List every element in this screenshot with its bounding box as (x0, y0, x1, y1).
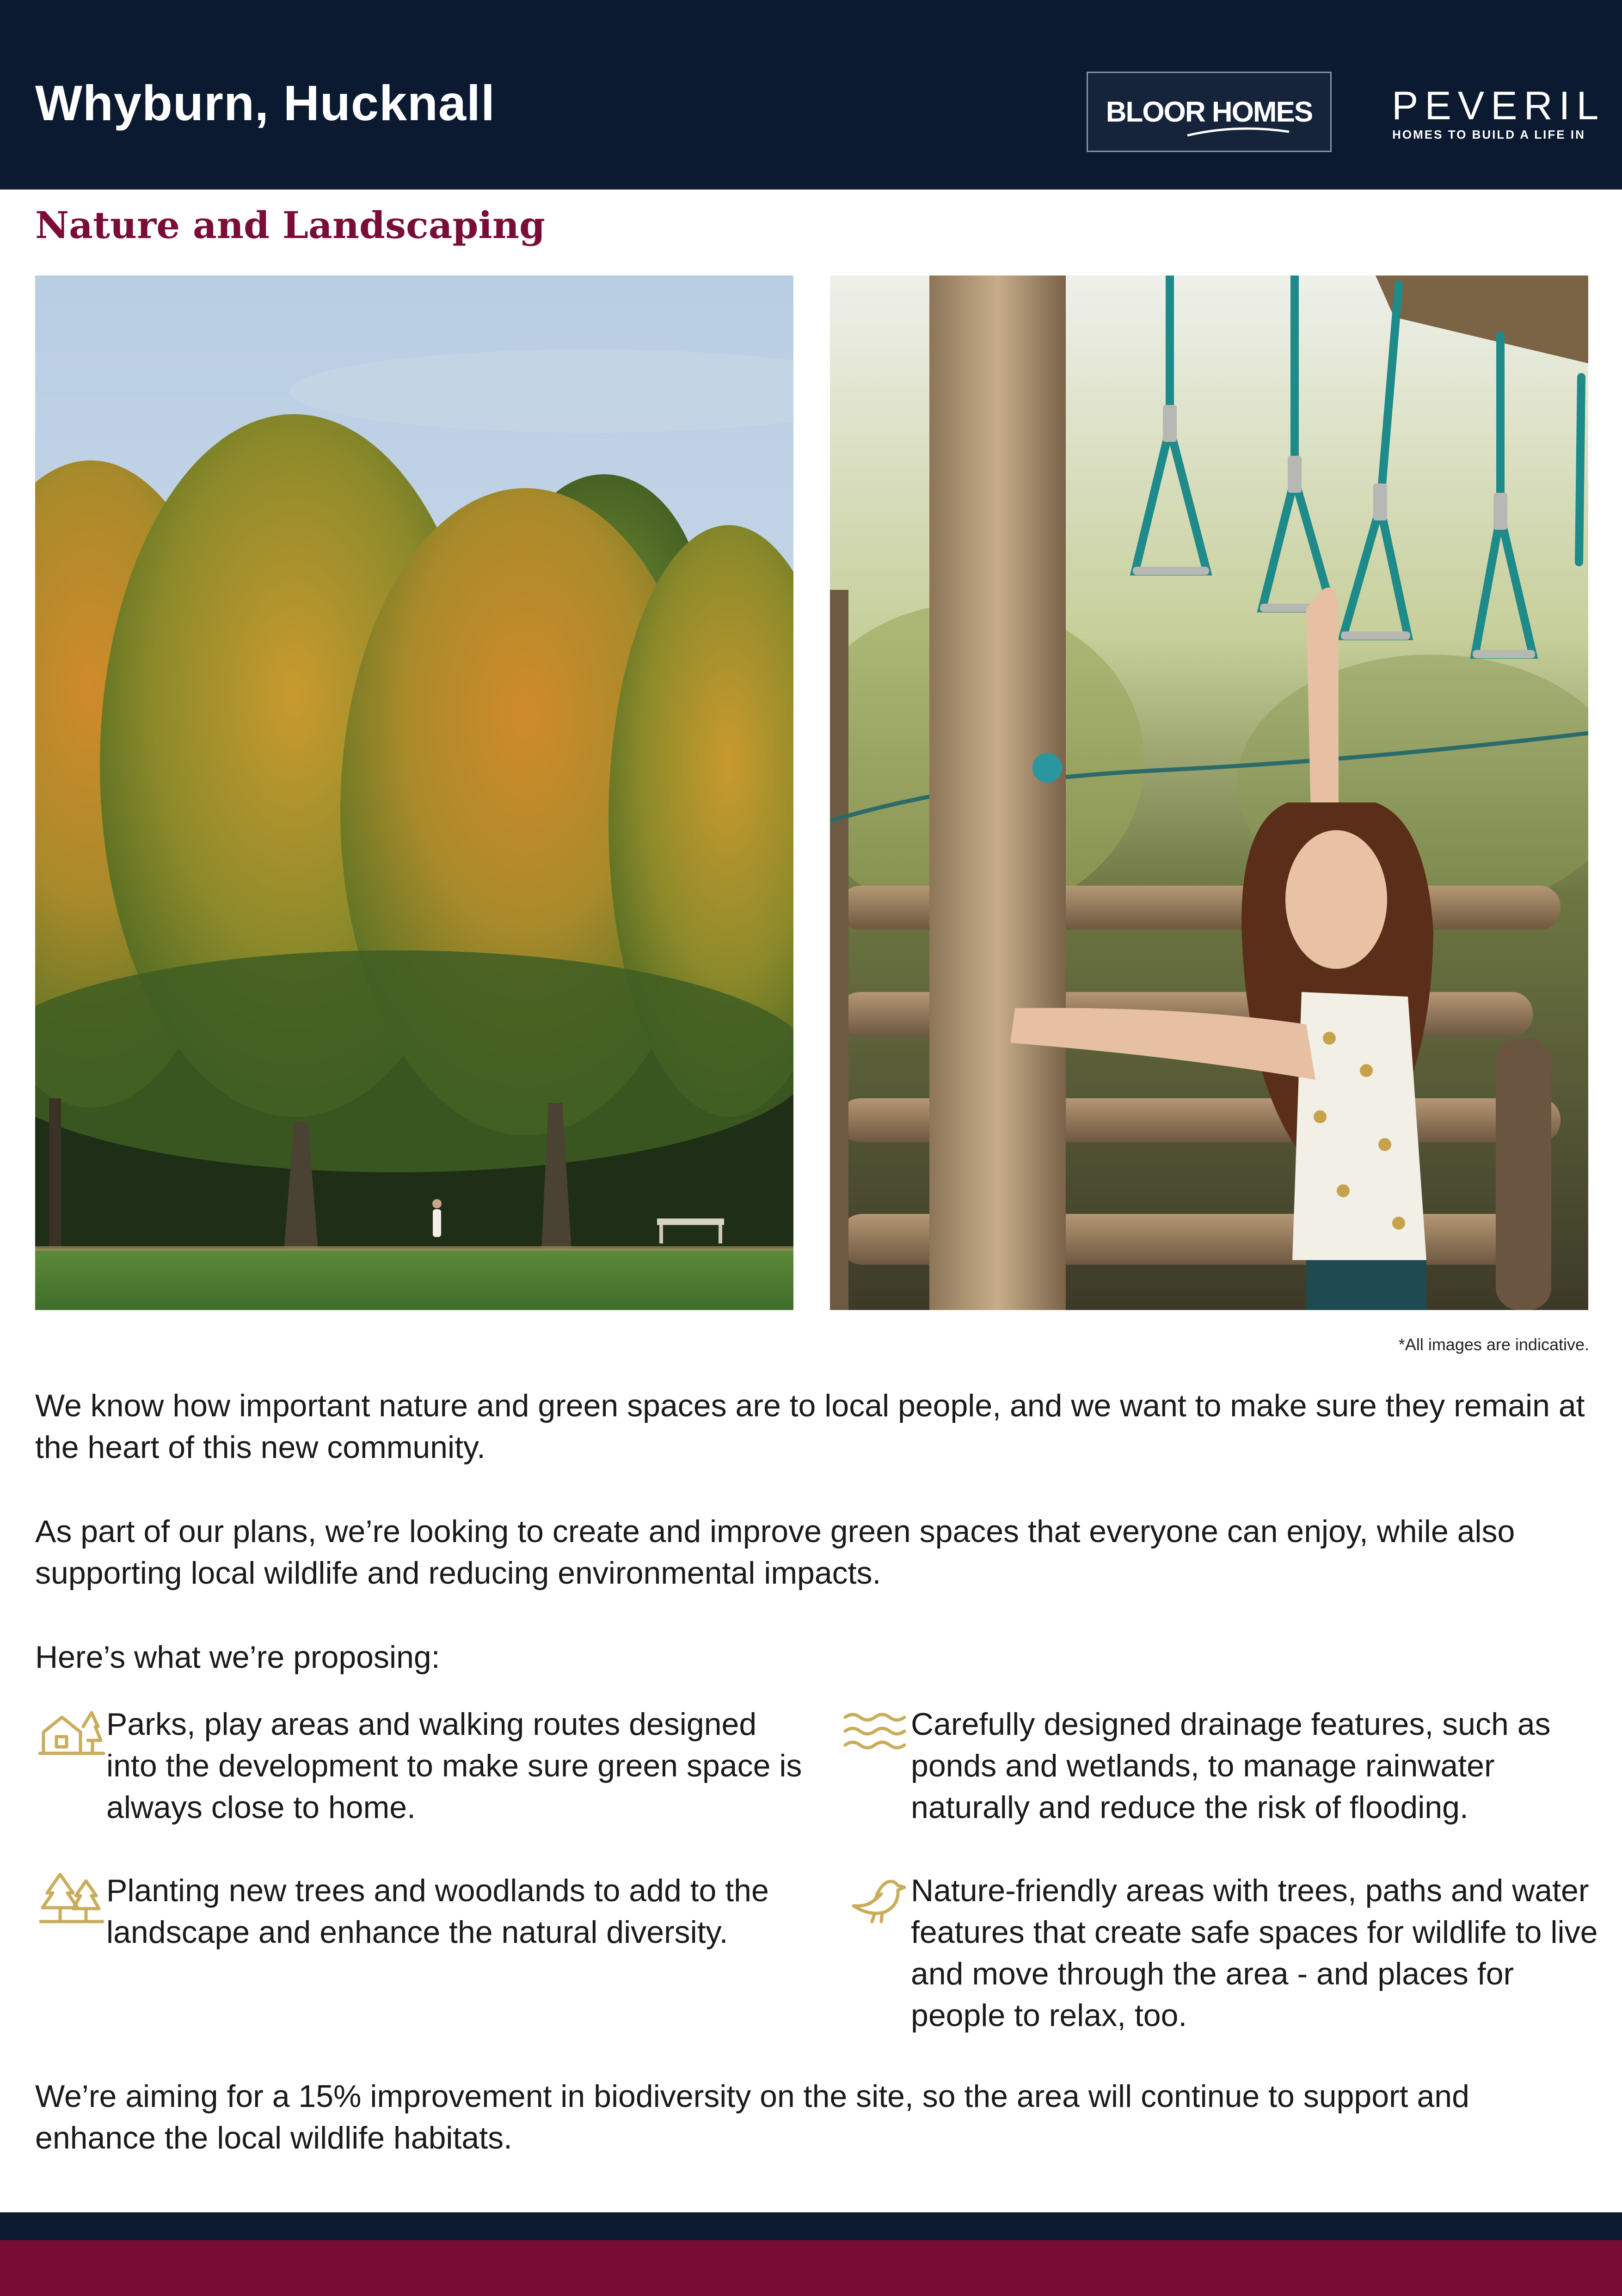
site-title: Whyburn, Hucknall (35, 75, 496, 131)
section-title: Nature and Landscaping (35, 203, 545, 247)
swoosh-icon (1185, 122, 1291, 140)
feature-text: Nature-friendly areas with trees, paths and water features that create safe spaces for wildlife to live and move through the area - and places for people to relax, too. (911, 1873, 1598, 2033)
image-disclaimer: *All images are indicative. (1398, 1335, 1589, 1354)
feature-item (842, 1870, 1609, 2036)
house-tree-icon (37, 1703, 106, 1759)
bloor-homes-logo-text: BLOOR HOMES (1106, 96, 1313, 128)
water-waves-icon (842, 1703, 911, 1759)
peveril-logo (1392, 83, 1605, 143)
intro-paragraph: We know how important nature and green spaces are to local people, and we want to make sure they remain at the heart of this new community. (35, 1388, 1585, 1465)
proposing-heading: Here’s what we’re proposing: (35, 1640, 440, 1675)
biodiversity-paragraph: We’re aiming for a 15% improvement in biodiversity on the site, so the area will continue to support and enhance the local wildlife habitats. (35, 2079, 1469, 2155)
pine-trees-icon (37, 1870, 106, 1925)
feature-text: Carefully designed drainage features, such as ponds and wetlands, to manage rainwater naturally and reduce the risk of flooding. (911, 1707, 1551, 1825)
autumn-trees-park-photo (35, 276, 793, 1310)
bird-icon (842, 1870, 911, 1925)
peveril-logo-tagline: HOMES TO BUILD A LIFE IN (1392, 128, 1585, 141)
footer-navy-band (0, 2212, 1622, 2240)
feature-text: Planting new trees and woodlands to add to the landscape and enhance the natural diversity. (106, 1873, 769, 1950)
feature-text: Parks, play areas and walking routes designed into the development to make sure green space is always close to home. (106, 1707, 802, 1825)
feature-item (37, 1870, 805, 1953)
feature-item (842, 1703, 1609, 1828)
page-header (0, 0, 1622, 190)
plans-paragraph: As part of our plans, we’re looking to create and improve green spaces that everyone can enjoy, while also supporting local wildlife and reducing environmental impacts. (35, 1514, 1515, 1591)
footer-maroon-band (0, 2240, 1622, 2296)
feature-item (37, 1703, 805, 1828)
peveril-logo-name: PEVERIL (1392, 84, 1605, 128)
bloor-homes-logo (1087, 72, 1332, 152)
child-on-play-equipment-photo (830, 276, 1588, 1310)
